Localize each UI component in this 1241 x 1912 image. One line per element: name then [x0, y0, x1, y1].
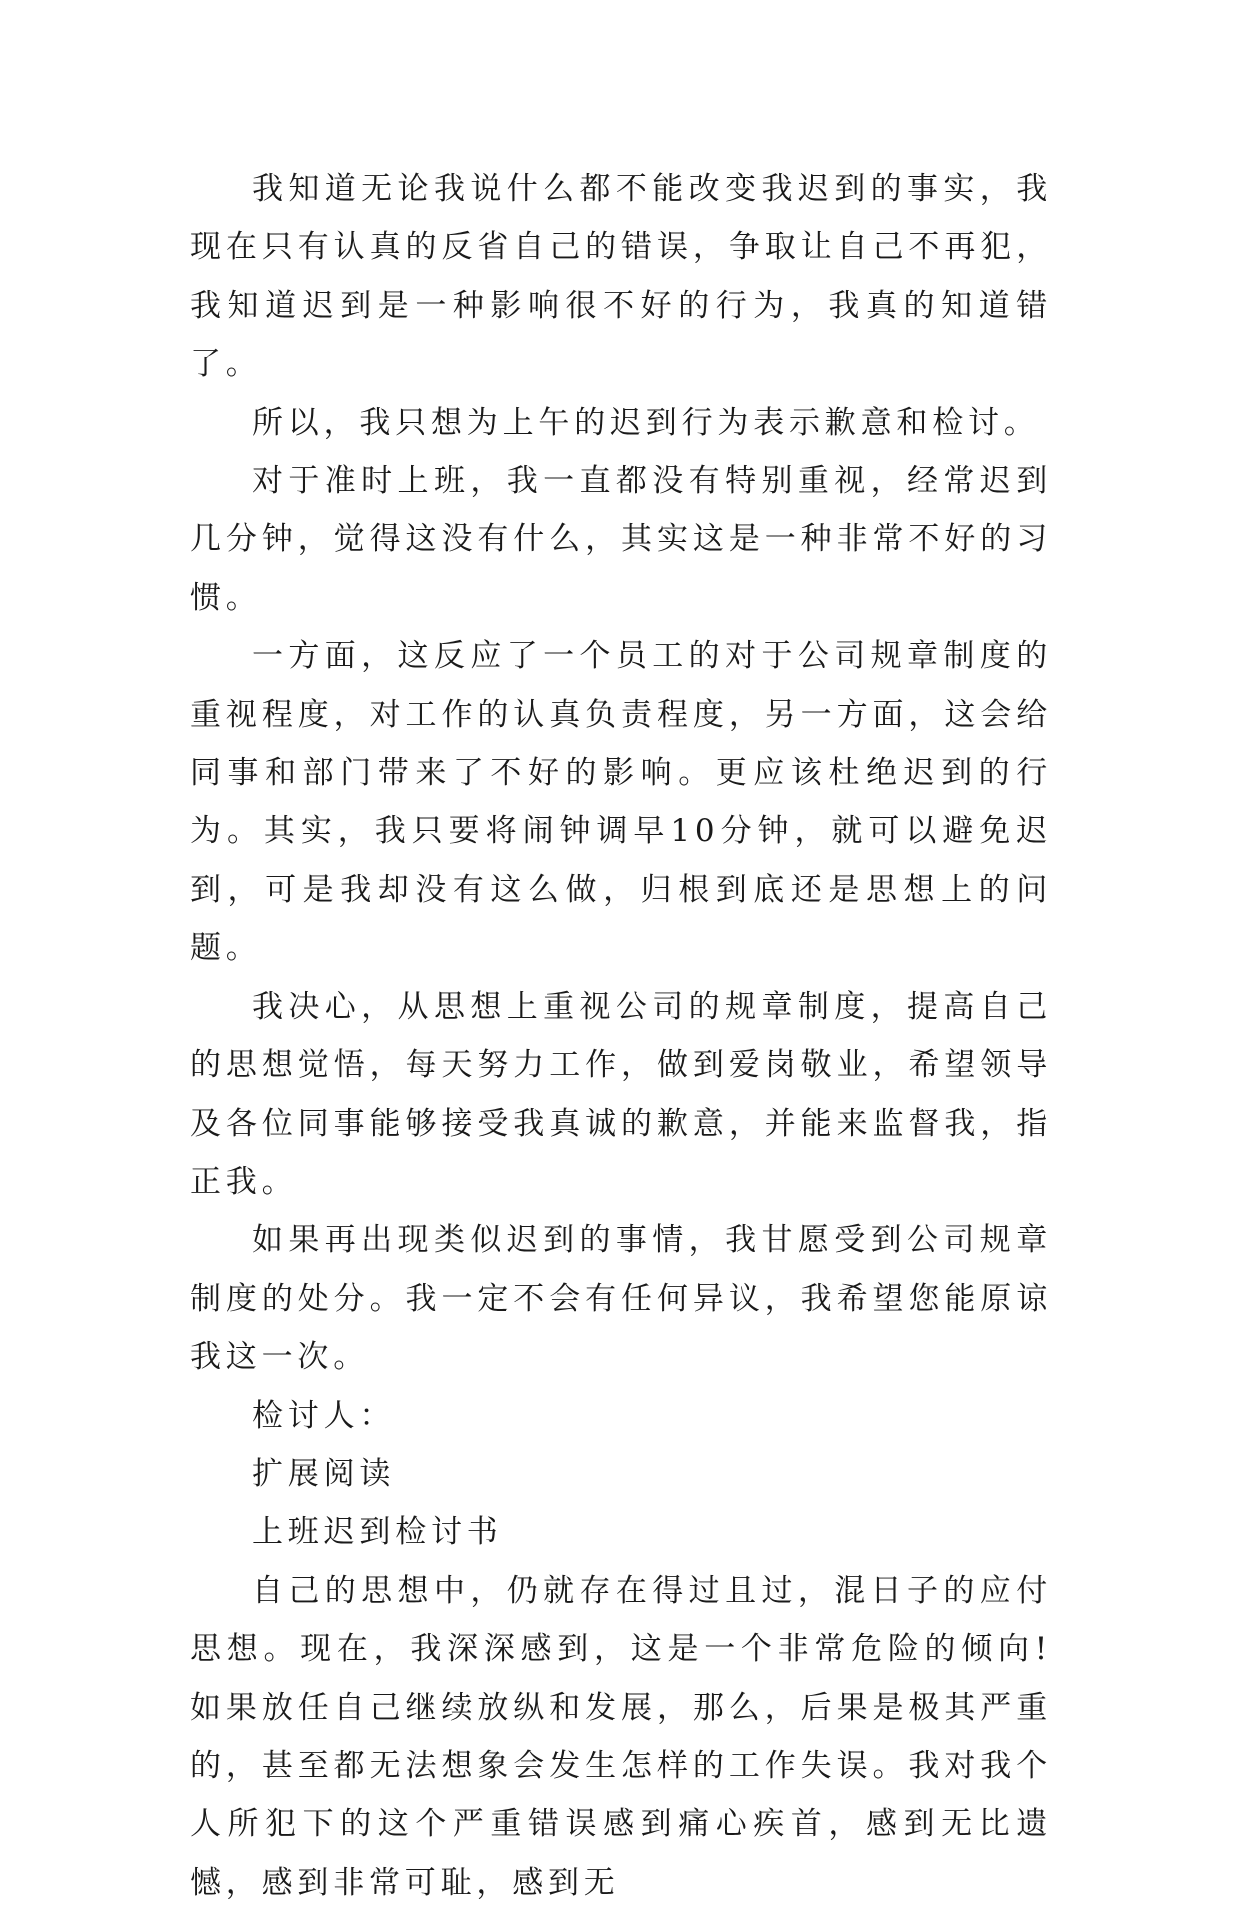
paragraph-apology-statement: 所以，我只想为上午的迟到行为表示歉意和检讨。	[252, 404, 1040, 441]
paragraph-punctuality: 对于准时上班，我一直都没有特别重视，经常迟到几分钟，觉得这没有什么，其实这是一种非常不好的习惯。	[190, 463, 1052, 616]
extended-reading-heading: 扩展阅读	[252, 1455, 396, 1492]
document-body	[190, 160, 1052, 1912]
paragraph-impact: 一方面，这反应了一个员工的对于公司规章制度的重视程度，对工作的认真负责程度，另一方面，这会给同事和部门带来了不好的影响。更应该杜绝迟到的行为。其实，我只要将闹钟调早10分钟，就可以避免迟到，可是我却没有这么做，归根到底还是思想上的问题。	[190, 638, 1052, 967]
signature-label: 检讨人：	[252, 1397, 396, 1434]
paragraph-consequence: 如果再出现类似迟到的事情，我甘愿受到公司规章制度的处分。我一定不会有任何异议，我希望您能原谅我这一次。	[190, 1222, 1052, 1376]
paragraph-reflection: 自己的思想中，仍就存在得过且过，混日子的应付思想。现在，我深深感到，这是一个非常危险的倾向!如果放任自己继续放纵和发展，那么，后果是极其严重的，甚至都无法想象会发生怎样的工作失误。我对我个人所犯下的这个严重错误感到痛心疾首，感到无比遗憾，感到非常可耻，感到无	[190, 1572, 1052, 1901]
section-title: 上班迟到检讨书	[252, 1514, 503, 1551]
paragraph-apology-intro: 我知道无论我说什么都不能改变我迟到的事实，我现在只有认真的反省自己的错误，争取让自己不再犯，我知道迟到是一种影响很不好的行为，我真的知道错了。	[190, 171, 1052, 383]
paragraph-resolution: 我决心，从思想上重视公司的规章制度，提高自己的思想觉悟，每天努力工作，做到爱岗敬业，希望领导及各位同事能够接受我真诚的歉意，并能来监督我，指正我。	[190, 988, 1052, 1200]
